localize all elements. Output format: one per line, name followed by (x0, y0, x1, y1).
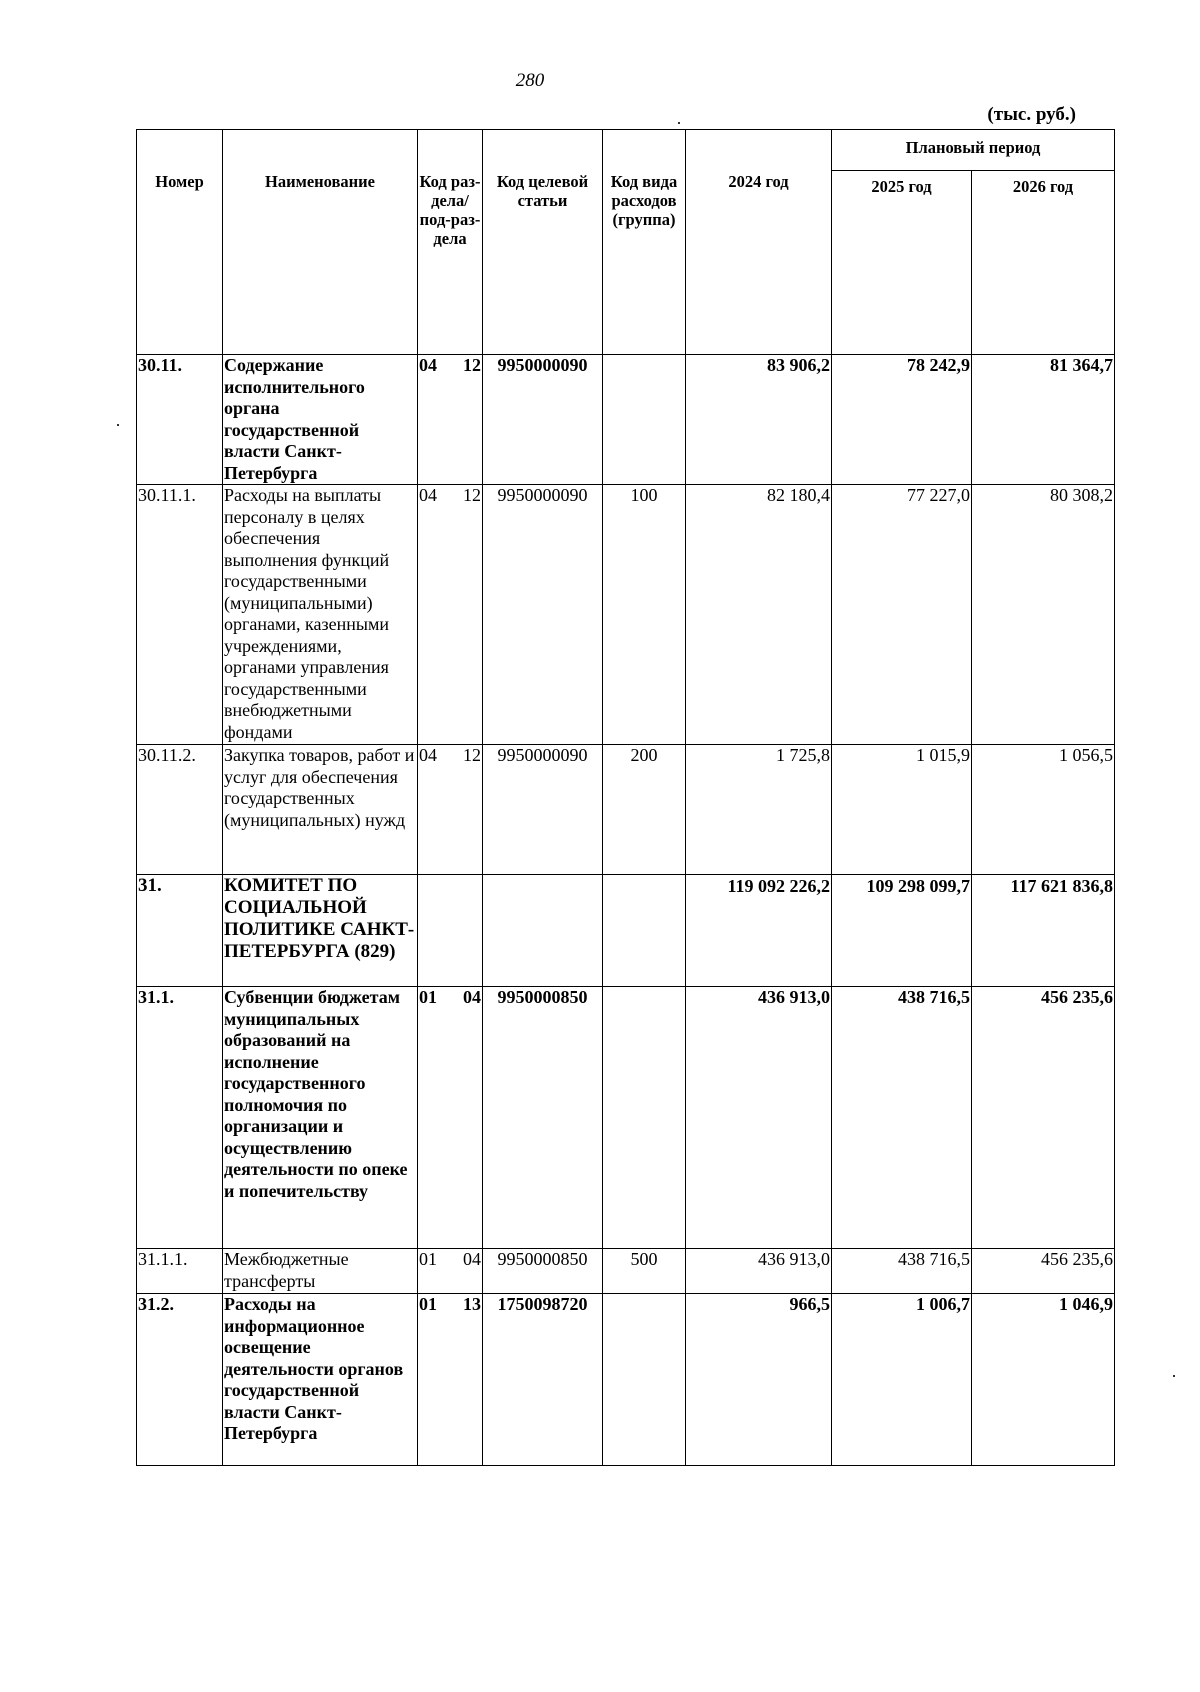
section-code: 01 (419, 1249, 437, 1269)
table-row (137, 745, 1115, 875)
row-name: Межбюджетные трансферты (223, 1249, 418, 1294)
subsection-code: 04 (463, 987, 481, 1007)
row-target-code: 9950000090 (483, 485, 603, 745)
row-target-code: 9950000090 (483, 355, 603, 485)
row-number: 30.11.1. (137, 485, 223, 745)
section-code: 04 (419, 485, 437, 505)
row-amount-2025: 438 716,5 (832, 1249, 972, 1294)
row-section-code (418, 1249, 483, 1294)
header-year-2025: 2025 год (832, 171, 972, 355)
section-code: 04 (419, 355, 437, 375)
row-name: Закупка товаров, работ и услуг для обеспечения государственных (муниципальных) нужд (223, 745, 418, 875)
row-number: 30.11. (137, 355, 223, 485)
row-number: 31.1. (137, 987, 223, 1249)
table-row (137, 1249, 1115, 1294)
row-target-code: 9950000850 (483, 1249, 603, 1294)
subsection-code: 12 (463, 355, 481, 375)
row-amount-2026: 1 046,9 (972, 1294, 1115, 1466)
subsection-code: 13 (463, 1294, 481, 1314)
units-label: (тыс. руб.) (987, 104, 1076, 125)
row-amount-2024: 83 906,2 (686, 355, 832, 485)
scan-speck (117, 424, 119, 426)
header-year-2024: 2024 год (686, 130, 832, 355)
row-section-code (418, 1294, 483, 1466)
row-expense-type: 100 (603, 485, 686, 745)
section-code: 01 (419, 1294, 437, 1314)
budget-table (136, 129, 1115, 1466)
row-number: 31.1.1. (137, 1249, 223, 1294)
scan-speck (1173, 1375, 1175, 1377)
table-row (137, 485, 1115, 745)
subsection-code: 12 (463, 485, 481, 505)
row-amount-2024: 1 725,8 (686, 745, 832, 875)
row-amount-2024: 436 913,0 (686, 987, 832, 1249)
row-amount-2024: 436 913,0 (686, 1249, 832, 1294)
row-amount-2025: 438 716,5 (832, 987, 972, 1249)
header-expense-type-code: Код вида расходов (группа) (603, 130, 686, 355)
row-name: Расходы на выплаты персоналу в целях обеспечения выполнения функций государственными (муниципальными) органами, казенными учреждениями, органами управления государственными внебюджетными фондами (223, 485, 418, 745)
header-target-code: Код целевой статьи (483, 130, 603, 355)
row-name: КОМИТЕТ ПО СОЦИАЛЬНОЙ ПОЛИТИКЕ САНКТ-ПЕТЕРБУРГА (829) (223, 875, 418, 987)
scan-speck (678, 122, 680, 124)
subsection-code: 04 (463, 1249, 481, 1269)
row-section-code (418, 485, 483, 745)
row-name: Содержание исполнительного органа государственной власти Санкт-Петербурга (223, 355, 418, 485)
page-number: 280 (515, 70, 545, 91)
table-row (137, 1294, 1115, 1466)
header-year-2026: 2026 год (972, 171, 1115, 355)
row-section-code (418, 875, 483, 987)
table-row (137, 875, 1115, 987)
row-expense-type (603, 1294, 686, 1466)
row-section-code (418, 987, 483, 1249)
header-planned-period: Плановый период (832, 130, 1115, 171)
row-amount-2025: 1 006,7 (832, 1294, 972, 1466)
row-amount-2026: 117 621 836,8 (972, 875, 1115, 987)
row-expense-type (603, 987, 686, 1249)
row-target-code: 9950000850 (483, 987, 603, 1249)
subsection-code: 12 (463, 745, 481, 765)
row-amount-2024: 119 092 226,2 (686, 875, 832, 987)
row-amount-2026: 81 364,7 (972, 355, 1115, 485)
row-number: 30.11.2. (137, 745, 223, 875)
row-name: Расходы на информационное освещение деятельности органов государственной власти Санкт-Петербурга (223, 1294, 418, 1466)
row-amount-2025: 109 298 099,7 (832, 875, 972, 987)
row-expense-type (603, 875, 686, 987)
row-amount-2025: 77 227,0 (832, 485, 972, 745)
table-row (137, 987, 1115, 1249)
section-code: 01 (419, 987, 437, 1007)
row-section-code (418, 745, 483, 875)
row-target-code (483, 875, 603, 987)
header-number: Номер (137, 130, 223, 355)
header-section-code: Код раз-дела/ под-раз-дела (418, 130, 483, 355)
table-row (137, 355, 1115, 485)
row-expense-type: 500 (603, 1249, 686, 1294)
row-expense-type: 200 (603, 745, 686, 875)
row-target-code: 9950000090 (483, 745, 603, 875)
row-number: 31. (137, 875, 223, 987)
row-amount-2026: 456 235,6 (972, 987, 1115, 1249)
row-expense-type (603, 355, 686, 485)
row-amount-2024: 82 180,4 (686, 485, 832, 745)
section-code: 04 (419, 745, 437, 765)
row-amount-2025: 78 242,9 (832, 355, 972, 485)
row-amount-2026: 80 308,2 (972, 485, 1115, 745)
row-amount-2026: 456 235,6 (972, 1249, 1115, 1294)
row-amount-2025: 1 015,9 (832, 745, 972, 875)
row-name: Субвенции бюджетам муниципальных образований на исполнение государственного полномочия по организации и осуществлению деятельности по опеке и попечительству (223, 987, 418, 1249)
row-number: 31.2. (137, 1294, 223, 1466)
row-target-code: 1750098720 (483, 1294, 603, 1466)
row-amount-2024: 966,5 (686, 1294, 832, 1466)
row-amount-2026: 1 056,5 (972, 745, 1115, 875)
row-section-code (418, 355, 483, 485)
header-name: Наименование (223, 130, 418, 355)
